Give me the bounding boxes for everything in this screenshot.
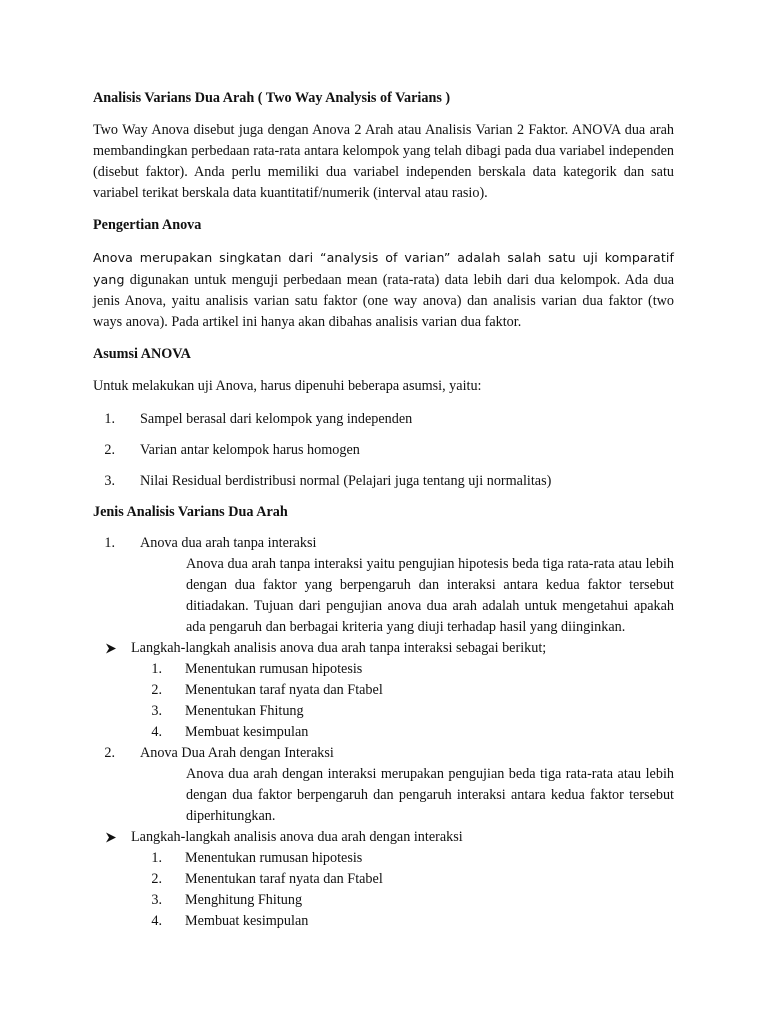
list-item-text: Menentukan rumusan hipotesis: [185, 661, 363, 677]
jenis-item-description: Anova dua arah tanpa interaksi yaitu pengujian hipotesis beda tiga rata-rata atau lebih dengan dua faktor yang berpengaruh dan interaksi antara kedua faktor tersebut ditiadakan. Tujuan dari pengujian anova dua arah adalah untuk mengetahui apakah ada pengaruh dan berbagai kriteria yang diuji terhadap hasil yang diinginkan.: [186, 556, 674, 635]
jenis-item-2: [93, 743, 674, 764]
steps-bullet: [93, 638, 674, 659]
list-item: [93, 440, 674, 461]
arrow-bullet-icon: [93, 827, 131, 843]
list-item: [93, 890, 674, 911]
section-heading-pengertian: Pengertian Anova: [93, 217, 202, 233]
list-item-text: Menentukan Fhitung: [185, 703, 304, 719]
asumsi-list: [93, 409, 674, 492]
list-item-number: 2.: [104, 442, 115, 458]
list-item-number: 1.: [151, 850, 162, 866]
list-item: [93, 680, 674, 701]
list-item: [93, 701, 674, 722]
steps-label: Langkah-langkah analisis anova dua arah tanpa interaksi sebagai berikut;: [131, 640, 547, 656]
jenis-item-number: 1.: [104, 535, 115, 551]
list-item-text: Nilai Residual berdistribusi normal (Pelajari juga tentang uji normalitas): [140, 473, 552, 489]
list-item-number: 3.: [151, 703, 162, 719]
list-item: [93, 911, 674, 932]
asumsi-intro: Untuk melakukan uji Anova, harus dipenuhi beberapa asumsi, yaitu:: [93, 378, 482, 394]
document-title: Analisis Varians Dua Arah ( Two Way Analysis of Varians ): [93, 90, 451, 106]
intro-paragraph: Two Way Anova disebut juga dengan Anova 2 Arah atau Analisis Varian 2 Faktor. ANOVA dua arah membandingkan perbedaan rata-rata antara kelompok yang telah dibagi pada dua variabel independen (disebut faktor). Anda perlu memiliki dua variabel independen berskala data kategorik dan satu variabel terikat berskala data kuantitatif/numerik (interval atau rasio).: [93, 122, 674, 201]
section-heading-jenis: Jenis Analisis Varians Dua Arah: [93, 504, 288, 520]
list-item: [93, 409, 674, 430]
list-item-text: Menentukan taraf nyata dan Ftabel: [185, 682, 383, 698]
steps-list: [93, 848, 674, 932]
list-item-number: 1.: [151, 661, 162, 677]
list-item-number: 2.: [151, 682, 162, 698]
jenis-item-number: 2.: [104, 745, 115, 761]
pengertian-rest-text: digunakan untuk menguji perbedaan mean (rata-rata) data lebih dari dua kelompok. Ada dua jenis Anova, yaitu analisis varian satu faktor (one way anova) dan analisis varian dua faktor (two ways anova). Pada artikel ini hanya akan dibahas analisis varian dua faktor.: [93, 272, 675, 330]
list-item-text: Varian antar kelompok harus homogen: [140, 442, 360, 458]
list-item: [93, 471, 674, 492]
jenis-item-label: Anova Dua Arah dengan Interaksi: [140, 745, 334, 761]
list-item-text: Sampel berasal dari kelompok yang independen: [140, 411, 413, 427]
list-item: [93, 848, 674, 869]
list-item: [93, 869, 674, 890]
pengertian-lead-text: Anova merupakan singkatan dari “analysis of varian” adalah salah satu uji komparatif yang: [93, 250, 674, 287]
list-item-text: Menentukan taraf nyata dan Ftabel: [185, 871, 383, 887]
list-item-number: 1.: [104, 411, 115, 427]
steps-list: [93, 659, 674, 743]
list-item-text: Membuat kesimpulan: [185, 913, 309, 929]
steps-label: Langkah-langkah analisis anova dua arah dengan interaksi: [131, 829, 463, 845]
list-item: [93, 659, 674, 680]
list-item-text: Membuat kesimpulan: [185, 724, 309, 740]
jenis-item-description: Anova dua arah dengan interaksi merupakan pengujian beda tiga rata-rata atau lebih dengan dua faktor berpengaruh dan pengaruh interaksi antara kedua faktor tersebut diperhitungkan.: [186, 766, 674, 824]
list-item-number: 3.: [151, 892, 162, 908]
list-item-number: 4.: [151, 913, 162, 929]
list-item-number: 3.: [104, 473, 115, 489]
steps-bullet: [93, 827, 674, 848]
list-item: [93, 722, 674, 743]
list-item-text: Menghitung Fhitung: [185, 892, 303, 908]
list-item-text: Menentukan rumusan hipotesis: [185, 850, 363, 866]
list-item-number: 4.: [151, 724, 162, 740]
section-heading-asumsi: Asumsi ANOVA: [93, 346, 191, 362]
pengertian-paragraph: [93, 247, 674, 333]
arrow-bullet-icon: [93, 638, 131, 654]
list-item-number: 2.: [151, 871, 162, 887]
jenis-item-1: [93, 533, 674, 554]
jenis-item-label: Anova dua arah tanpa interaksi: [140, 535, 317, 551]
